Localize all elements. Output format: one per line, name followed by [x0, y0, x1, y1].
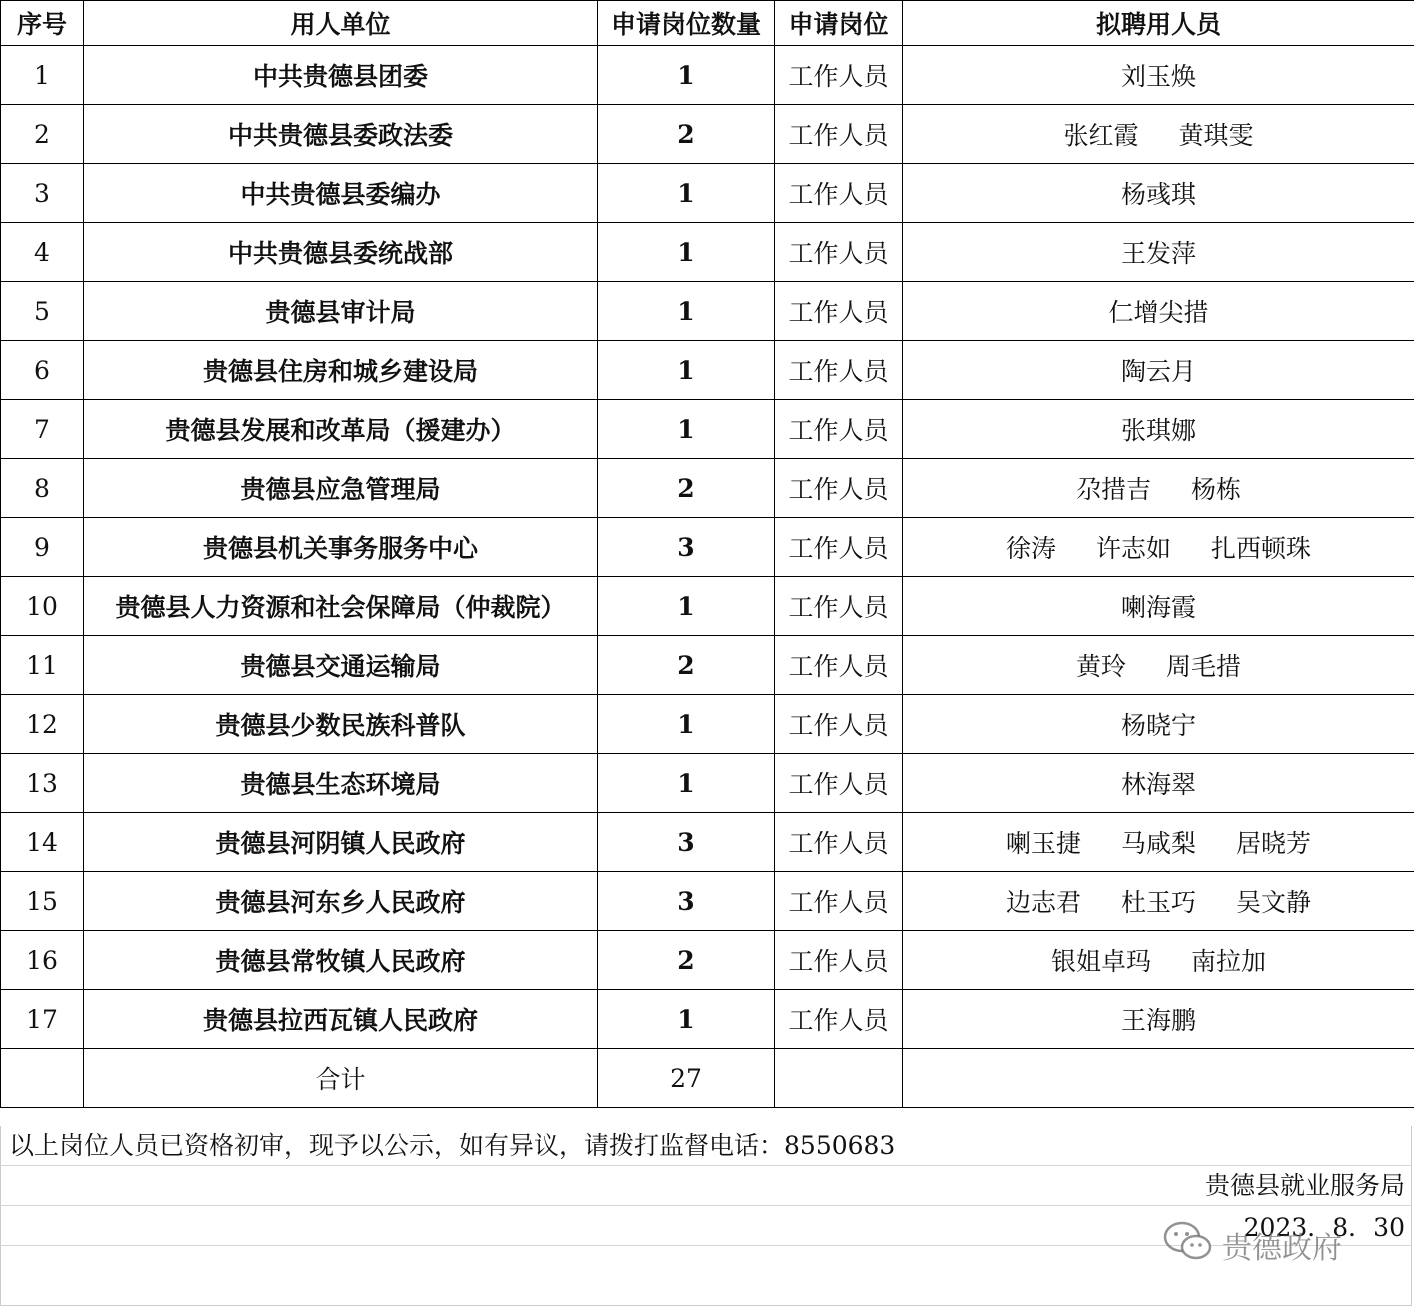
- table-row: [1, 990, 1414, 1049]
- row-post: 工作人员: [775, 872, 903, 931]
- row-unit: 贵德县发展和改革局（援建办）: [84, 400, 598, 459]
- row-post: 工作人员: [775, 990, 903, 1049]
- row-no: 2: [1, 105, 84, 164]
- row-count: 1: [598, 282, 775, 341]
- row-post: 工作人员: [775, 400, 903, 459]
- row-names: [903, 282, 1414, 341]
- header-post: 申请岗位: [775, 1, 903, 46]
- candidate-name: 张琪娜: [1120, 416, 1196, 445]
- row-unit: 中共贵德县委政法委: [84, 105, 598, 164]
- row-post: 工作人员: [775, 46, 903, 105]
- row-names: [903, 164, 1414, 223]
- row-count: 1: [598, 990, 775, 1049]
- row-names: [903, 577, 1414, 636]
- candidate-name: 边志君: [1005, 888, 1081, 917]
- table-row: [1, 400, 1414, 459]
- candidate-name: 杨晓宁: [1120, 711, 1196, 740]
- row-count: 1: [598, 695, 775, 754]
- table-row: [1, 636, 1414, 695]
- total-blank-post: [775, 1049, 903, 1108]
- candidate-name: 杨彧琪: [1120, 180, 1196, 209]
- row-post: 工作人员: [775, 518, 903, 577]
- row-count: 1: [598, 400, 775, 459]
- candidate-name: 南拉加: [1191, 947, 1267, 976]
- row-no: 3: [1, 164, 84, 223]
- watermark-text: 贵德政府: [1222, 1231, 1342, 1266]
- table-row: [1, 46, 1414, 105]
- candidate-name: 张红霞: [1063, 121, 1139, 150]
- row-names: [903, 400, 1414, 459]
- candidate-name: 黄琪雯: [1178, 121, 1254, 150]
- table-row: [1, 164, 1414, 223]
- issue-date: 2023．8．30: [0, 1206, 1412, 1246]
- row-names: [903, 754, 1414, 813]
- row-count: 3: [598, 813, 775, 872]
- row-post: 工作人员: [775, 341, 903, 400]
- candidate-name: 扎西顿珠: [1211, 534, 1312, 563]
- row-names: [903, 46, 1414, 105]
- row-names: [903, 636, 1414, 695]
- header-row: [1, 1, 1414, 46]
- row-count: 1: [598, 164, 775, 223]
- row-post: 工作人员: [775, 813, 903, 872]
- row-names: [903, 872, 1414, 931]
- table-row: [1, 695, 1414, 754]
- table-row: [1, 459, 1414, 518]
- row-names: [903, 695, 1414, 754]
- candidate-name: 尕措吉: [1075, 475, 1151, 504]
- row-no: 10: [1, 577, 84, 636]
- total-blank-names: [903, 1049, 1414, 1108]
- row-unit: 贵德县常牧镇人民政府: [84, 931, 598, 990]
- row-count: 1: [598, 754, 775, 813]
- row-no: 1: [1, 46, 84, 105]
- row-names: [903, 459, 1414, 518]
- row-names: [903, 518, 1414, 577]
- candidate-name: 林海翠: [1120, 770, 1196, 799]
- row-post: 工作人员: [775, 931, 903, 990]
- candidate-name: 吴文静: [1236, 888, 1312, 917]
- row-unit: 贵德县人力资源和社会保障局（仲裁院）: [84, 577, 598, 636]
- table-row: [1, 872, 1414, 931]
- candidate-name: 周毛措: [1166, 652, 1242, 681]
- row-post: 工作人员: [775, 695, 903, 754]
- issuing-org: 贵德县就业服务局: [0, 1166, 1412, 1206]
- row-unit: 中共贵德县委编办: [84, 164, 598, 223]
- row-names: [903, 813, 1414, 872]
- table-row: [1, 931, 1414, 990]
- watermark: [1162, 1220, 1342, 1270]
- row-count: 1: [598, 341, 775, 400]
- total-row: [1, 1049, 1414, 1108]
- row-unit: 贵德县生态环境局: [84, 754, 598, 813]
- row-count: 2: [598, 459, 775, 518]
- row-count: 2: [598, 105, 775, 164]
- row-unit: 贵德县河东乡人民政府: [84, 872, 598, 931]
- row-post: 工作人员: [775, 223, 903, 282]
- row-no: 15: [1, 872, 84, 931]
- table-row: [1, 282, 1414, 341]
- total-blank: [1, 1049, 84, 1108]
- row-unit: 贵德县审计局: [84, 282, 598, 341]
- candidate-name: 喇玉捷: [1005, 829, 1081, 858]
- row-no: 11: [1, 636, 84, 695]
- row-unit: 贵德县机关事务服务中心: [84, 518, 598, 577]
- candidate-name: 刘玉焕: [1120, 62, 1196, 91]
- candidate-name: 杨栋: [1191, 475, 1242, 504]
- candidate-name: 黄玲: [1075, 652, 1126, 681]
- row-no: 14: [1, 813, 84, 872]
- row-count: 1: [598, 46, 775, 105]
- table-row: [1, 577, 1414, 636]
- row-count: 2: [598, 931, 775, 990]
- table-row: [1, 754, 1414, 813]
- header-unit: 用人单位: [84, 1, 598, 46]
- row-names: [903, 341, 1414, 400]
- row-no: 6: [1, 341, 84, 400]
- row-unit: 贵德县少数民族科普队: [84, 695, 598, 754]
- row-unit: 贵德县河阴镇人民政府: [84, 813, 598, 872]
- row-no: 12: [1, 695, 84, 754]
- candidate-name: 陶云月: [1120, 357, 1196, 386]
- row-no: 9: [1, 518, 84, 577]
- header-names: 拟聘用人员: [903, 1, 1414, 46]
- table-row: [1, 223, 1414, 282]
- row-no: 17: [1, 990, 84, 1049]
- row-no: 5: [1, 282, 84, 341]
- row-post: 工作人员: [775, 577, 903, 636]
- row-names: [903, 931, 1414, 990]
- row-names: [903, 223, 1414, 282]
- row-count: 2: [598, 636, 775, 695]
- row-count: 3: [598, 518, 775, 577]
- notice-text: 以上岗位人员已资格初审，现予以公示，如有异议，请拨打监督电话：8550683: [0, 1126, 1412, 1166]
- candidate-name: 仁增尖措: [1108, 298, 1209, 327]
- candidate-name: 马咸梨: [1120, 829, 1196, 858]
- table-row: [1, 518, 1414, 577]
- table-row: [1, 341, 1414, 400]
- row-no: 8: [1, 459, 84, 518]
- row-post: 工作人员: [775, 164, 903, 223]
- row-no: 13: [1, 754, 84, 813]
- row-no: 7: [1, 400, 84, 459]
- row-unit: 贵德县交通运输局: [84, 636, 598, 695]
- row-unit: 贵德县拉西瓦镇人民政府: [84, 990, 598, 1049]
- wechat-icon: [1162, 1219, 1214, 1271]
- row-no: 4: [1, 223, 84, 282]
- candidate-name: 居晓芳: [1236, 829, 1312, 858]
- row-names: [903, 990, 1414, 1049]
- row-post: 工作人员: [775, 282, 903, 341]
- row-count: 3: [598, 872, 775, 931]
- table-row: [1, 813, 1414, 872]
- row-post: 工作人员: [775, 636, 903, 695]
- row-post: 工作人员: [775, 459, 903, 518]
- total-label: 合计: [84, 1049, 598, 1108]
- header-no: 序号: [1, 1, 84, 46]
- row-no: 16: [1, 931, 84, 990]
- row-unit: 中共贵德县团委: [84, 46, 598, 105]
- candidate-name: 喇海霞: [1120, 593, 1196, 622]
- candidate-name: 王发萍: [1120, 239, 1196, 268]
- row-count: 1: [598, 223, 775, 282]
- candidate-name: 王海鹏: [1120, 1006, 1196, 1035]
- table-row: [1, 105, 1414, 164]
- row-post: 工作人员: [775, 754, 903, 813]
- candidate-name: 徐涛: [1005, 534, 1056, 563]
- row-unit: 贵德县应急管理局: [84, 459, 598, 518]
- row-unit: 贵德县住房和城乡建设局: [84, 341, 598, 400]
- candidate-name: 银姐卓玛: [1050, 947, 1151, 976]
- candidate-name: 许志如: [1095, 534, 1171, 563]
- candidate-name: 杜玉巧: [1120, 888, 1196, 917]
- row-count: 1: [598, 577, 775, 636]
- header-count: 申请岗位数量: [598, 1, 775, 46]
- row-unit: 中共贵德县委统战部: [84, 223, 598, 282]
- total-count: 27: [598, 1049, 775, 1108]
- row-post: 工作人员: [775, 105, 903, 164]
- row-names: [903, 105, 1414, 164]
